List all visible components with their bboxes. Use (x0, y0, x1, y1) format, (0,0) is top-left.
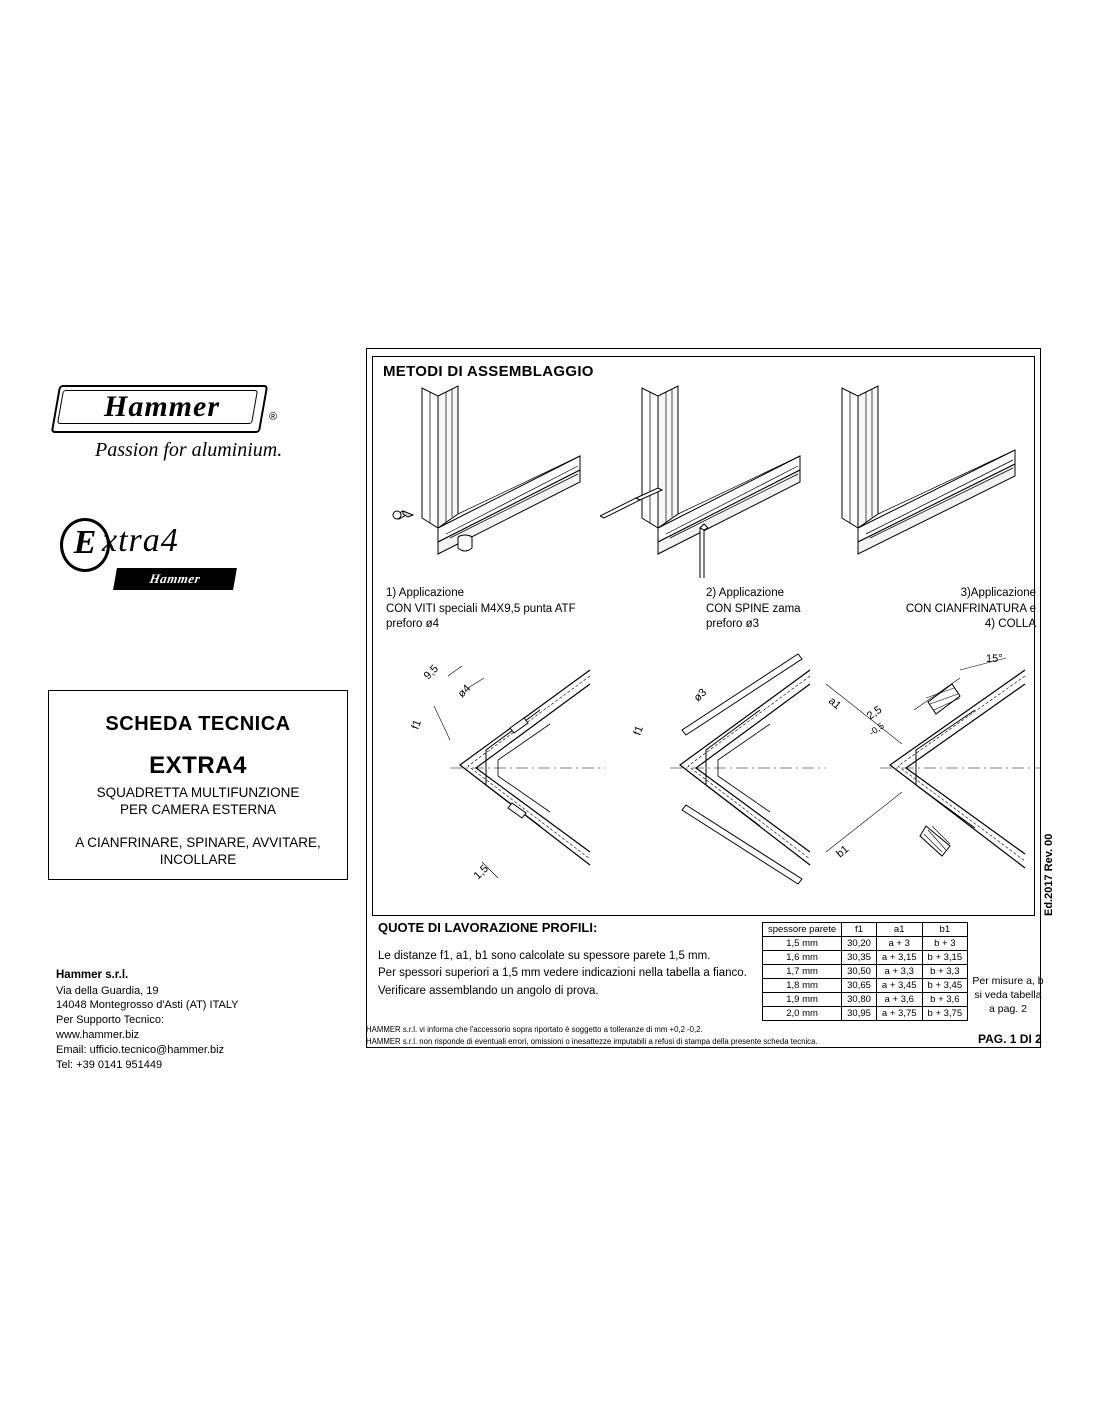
hammer-logo (55, 385, 278, 431)
dim-label-2-5: 2,5 (864, 703, 885, 723)
table-header-a1: a1 (876, 923, 922, 937)
table-header-row (763, 923, 968, 937)
company-email: Email: ufficio.tecnico@hammer.biz (56, 1043, 225, 1056)
company-address-2: 14048 Montegrosso d'Asti (AT) ITALY (56, 999, 239, 1012)
dim-label-9-5: 9,5 (421, 662, 441, 683)
cell-f1: 30,95 (842, 1007, 877, 1021)
table-row (763, 1007, 968, 1021)
dim-label-1-5: 1,5 (471, 862, 491, 883)
cell-a1: a + 3,45 (876, 979, 922, 993)
extra4-logo (60, 520, 290, 586)
processing-dimensions-table (762, 922, 968, 1021)
table-row (763, 993, 968, 1007)
cell-f1: 30,35 (842, 951, 877, 965)
cell-a1: a + 3,75 (876, 1007, 922, 1021)
page-number: PAG. 1 DI 2 (978, 1032, 1042, 1046)
spec-title: SCHEDA TECNICA (105, 713, 291, 735)
dim-label-d4: ø4 (455, 682, 474, 701)
company-support-label: Per Supporto Tecnico: (56, 1014, 165, 1027)
assembly-caption-3 (898, 586, 1036, 633)
quotes-text-line1: Le distanze f1, a1, b1 sono calcolate su spessore parete 1,5 mm. (378, 950, 711, 962)
assembly-caption-1-line2: CON VITI speciali M4X9,5 punta ATF (386, 602, 576, 615)
table-header-f1: f1 (842, 923, 877, 937)
assembly-caption-2-line2: CON SPINE zama (706, 602, 801, 615)
assembly-caption-3-line1: 3)Applicazione (960, 587, 1036, 599)
cell-a1: a + 3,6 (876, 993, 922, 1007)
cell-f1: 30,80 (842, 993, 877, 1007)
cell-f1: 30,50 (842, 965, 877, 979)
side-note-line2: si veda tabella (974, 989, 1042, 1002)
assembly-caption-2-line1: 2) Applicazione (706, 587, 784, 599)
cell-b1: b + 3,3 (922, 965, 968, 979)
extra4-logo-word: xtra4 (102, 522, 179, 559)
dim-label-15deg: 15° (986, 653, 1003, 665)
assembly-drawing-pins (600, 378, 815, 578)
spec-box (48, 690, 348, 880)
dim-label-d3: ø3 (691, 686, 710, 705)
cell-b1: b + 3,15 (922, 951, 968, 965)
cell-b1: b + 3,45 (922, 979, 968, 993)
assembly-caption-1-line3: preforo ø4 (386, 618, 440, 631)
cell-a1: a + 3 (876, 937, 922, 951)
assembly-caption-1 (386, 586, 576, 633)
side-note-line1: Per misure a, b (972, 975, 1044, 987)
hammer-logo-block (55, 385, 325, 462)
quotes-text-line2: Per spessori superiori a 1,5 mm vedere indicazioni nella tabella a fianco. (378, 967, 747, 980)
company-website: www.hammer.biz (56, 1029, 140, 1042)
assembly-title: METODI DI ASSEMBLAGGIO (383, 363, 594, 380)
assembly-drawing-crimp-glue (800, 378, 1030, 578)
assembly-caption-3-line3: 4) COLLA (984, 618, 1036, 631)
logo-wordmark: Hammer (104, 390, 220, 423)
edition-revision: Ed.2017 Rev. 00 (1043, 833, 1055, 916)
cell-spessore: 1,7 mm (763, 965, 842, 979)
spec-subtitle-1: SQUADRETTA MULTIFUNZIONE (96, 785, 300, 800)
table-row (763, 979, 968, 993)
spec-subtitle-2: PER CAMERA ESTERNA (119, 801, 277, 817)
cell-b1: b + 3 (922, 937, 968, 951)
table-side-note (968, 974, 1048, 1017)
dim-label-tol-05: -0,5 (867, 720, 886, 738)
table-header-b1: b1 (922, 923, 968, 937)
assembly-caption-2-line3: preforo ø3 (706, 618, 760, 631)
extra4-logo-letter: E (60, 518, 110, 572)
dim-label-f1-1: f1 (409, 718, 424, 732)
quotes-text-line3: Verificare assemblando un angolo di prova. (378, 984, 599, 997)
table-header-spessore: spessore parete (763, 923, 842, 937)
cell-b1: b + 3,6 (922, 993, 968, 1007)
cell-f1: 30,65 (842, 979, 877, 993)
side-note-line3: a pag. 2 (989, 1003, 1027, 1016)
company-address-block (56, 968, 238, 1073)
cell-spessore: 1,5 mm (763, 937, 842, 951)
company-address-1: Via della Guardia, 19 (56, 984, 159, 997)
dim-label-f1-2: f1 (631, 724, 646, 738)
extra4-logo-badge (113, 568, 237, 590)
company-phone: Tel: +39 0141 951449 (56, 1058, 163, 1071)
registered-mark-icon: ® (269, 411, 278, 423)
section-drawing-crimp (810, 640, 1040, 910)
quotes-text (378, 948, 747, 1000)
cell-spessore: 1,8 mm (763, 979, 842, 993)
cell-f1: 30,20 (842, 937, 877, 951)
footer-disclaimer-line2: HAMMER s.r.l. non risponde di eventuali errori, omissioni o inesattezze imputabili a refusi di stampa della presente scheda tecnica. (366, 1036, 818, 1046)
company-name: Hammer s.r.l. (56, 969, 129, 981)
table-row (763, 951, 968, 965)
assembly-caption-2 (706, 586, 801, 633)
brand-tagline: Passion for aluminium. (95, 439, 283, 461)
footer-disclaimer (366, 1024, 818, 1047)
spec-model: EXTRA4 (149, 752, 247, 779)
cell-spessore: 2,0 mm (763, 1007, 842, 1021)
assembly-caption-3-line2: CON CIANFRINATURA e (905, 602, 1036, 615)
dim-label-b1: b1 (834, 843, 852, 861)
cell-spessore: 1,9 mm (763, 993, 842, 1007)
section-drawing-pins (610, 640, 825, 910)
quotes-title: QUOTE DI LAVORAZIONE PROFILI: (378, 920, 598, 935)
assembly-caption-1-line1: 1) Applicazione (386, 587, 464, 599)
cell-a1: a + 3,15 (876, 951, 922, 965)
dim-label-a1: a1 (826, 695, 844, 713)
cell-b1: b + 3,75 (922, 1007, 968, 1021)
spec-subtitle-3: A CIANFRINARE, SPINARE, AVVITARE, (75, 834, 321, 850)
cell-spessore: 1,6 mm (763, 951, 842, 965)
table-row (763, 937, 968, 951)
extra4-logo-badge-text: Hammer (148, 571, 202, 586)
section-drawing-screws (390, 640, 605, 910)
footer-disclaimer-line1: HAMMER s.r.l. vi informa che l'accessorio sopra riportato è soggetto a tolleranze di mm +0,2 -0,2. (366, 1025, 703, 1034)
table-row (763, 965, 968, 979)
assembly-drawing-screws (380, 378, 595, 578)
cell-a1: a + 3,3 (876, 965, 922, 979)
spec-subtitle-4: INCOLLARE (159, 851, 237, 867)
